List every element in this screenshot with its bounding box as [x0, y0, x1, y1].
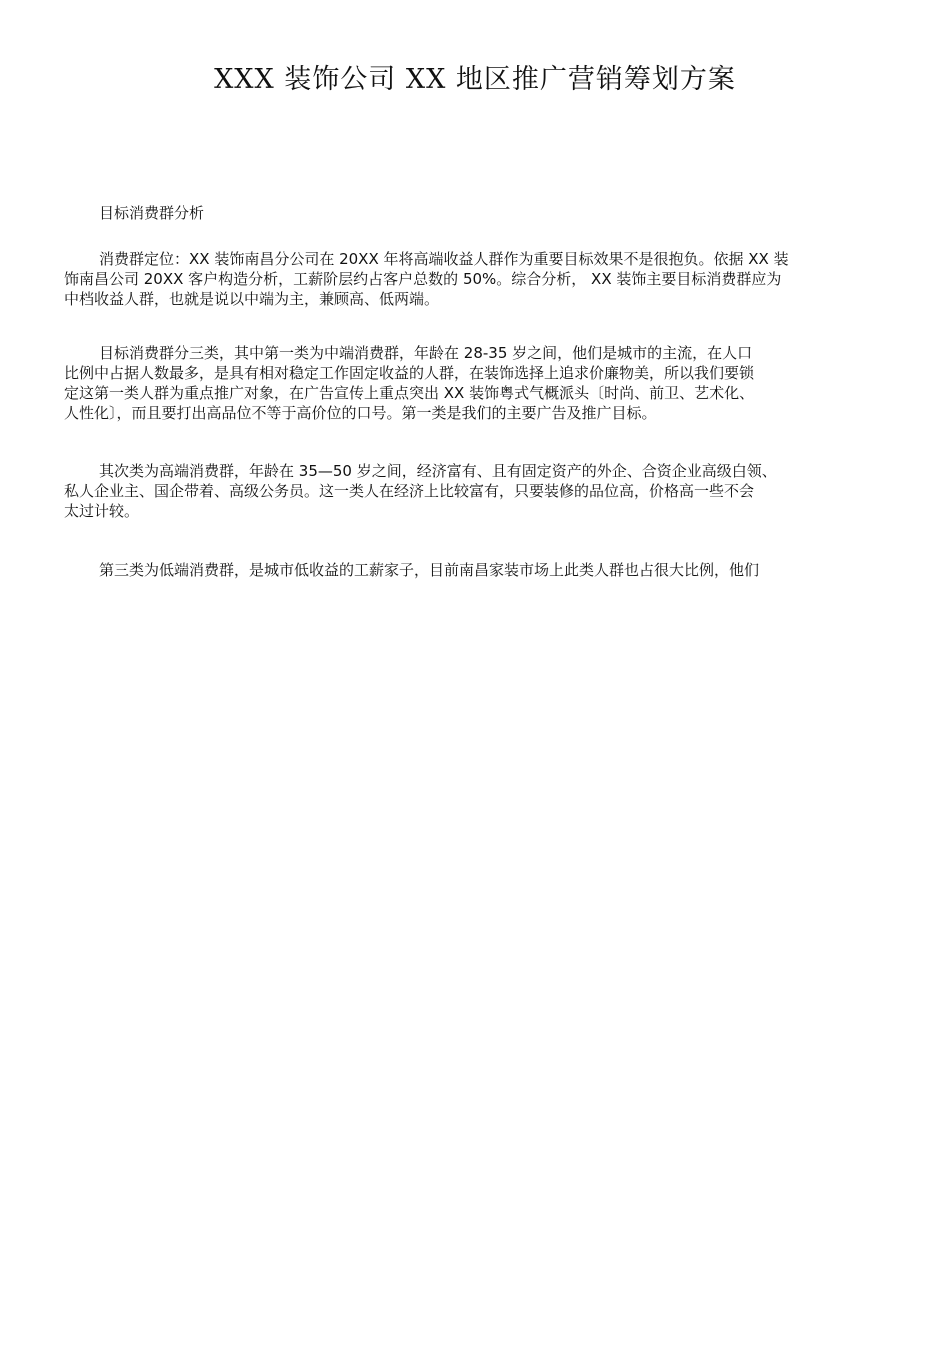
paragraph-line: 消费群定位：XX 装饰南昌分公司在 20XX 年将高端收益人群作为重要目标效果不是很抱负。依据 XX 装	[99, 250, 789, 268]
paragraph-segment-three	[64, 560, 894, 580]
paragraph-line: 第三类为低端消费群，是城市低收益的工薪家子，目前南昌家装市场上此类人群也占很大比例，他们	[99, 561, 760, 579]
paragraph-line: 饰南昌公司 20XX 客户构造分析，工薪阶层约占客户总数的 50%。综合分析， XX 装饰主要目标消费群应为	[64, 270, 782, 288]
paragraph-line: 目标消费群分三类，其中第一类为中端消费群，年龄在 28-35 岁之间，他们是城市的主流，在人口	[99, 344, 753, 362]
section-heading: 目标消费群分析	[99, 204, 205, 222]
paragraph-line: 比例中占据人数最多，是具有相对稳定工作固定收益的人群，在装饰选择上追求价廉物美，所以我们要锁	[64, 364, 755, 382]
paragraph-line: 其次类为高端消费群，年龄在 35—50 岁之间，经济富有、且有固定资产的外企、合资企业高级白领、	[99, 462, 777, 480]
paragraph-line: 人性化〕，而且要打出高品位不等于高价位的口号。第一类是我们的主要广告及推广目标。	[64, 404, 657, 422]
paragraph-positioning	[64, 249, 894, 309]
paragraph-line: 私人企业主、国企带着、高级公务员。这一类人在经济上比较富有，只要装修的品位高，价格高一些不会	[64, 482, 755, 500]
paragraph-segment-two	[64, 461, 894, 521]
document-title: XXX 装饰公司 XX 地区推广营销筹划方案	[214, 64, 736, 95]
paragraph-line: 太过计较。	[64, 502, 140, 520]
paragraph-segment-one	[64, 343, 894, 423]
paragraph-line: 中档收益人群，也就是说以中端为主，兼顾高、低两端。	[64, 290, 440, 308]
paragraph-line: 定这第一类人群为重点推广对象，在广告宣传上重点突出 XX 装饰粤式气概派头〔时尚、前卫、艺术化、	[64, 384, 755, 402]
